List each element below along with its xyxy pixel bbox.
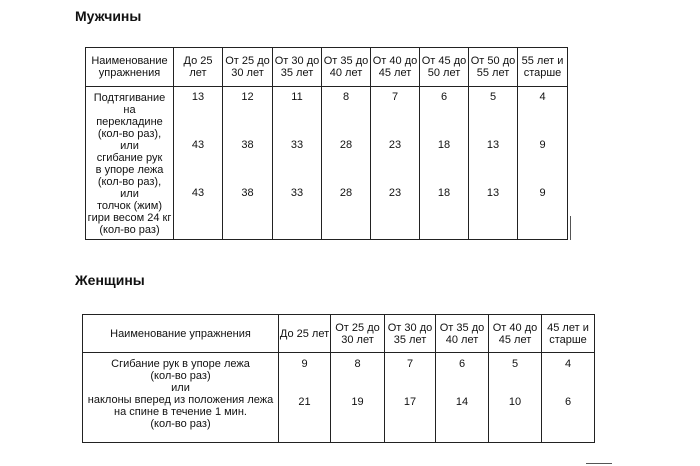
men-header-row	[86, 48, 568, 87]
women-age-under-25-cell	[279, 353, 331, 443]
men-header-age-50-55: От 50 до 55 лет	[469, 48, 518, 87]
men-age-40-45-cell	[371, 87, 420, 240]
text-cursor-mark	[570, 216, 571, 240]
men-header-age-35-40: От 35 до 40 лет	[322, 48, 371, 87]
men-pushups-value: 38	[241, 139, 254, 151]
men-exercise-line: в упоре лежа	[95, 164, 164, 176]
men-kettlebell-value: 33	[290, 187, 304, 199]
women-situps-value: 14	[455, 396, 469, 408]
women-exercise-line: на спине в течение 1 мин.	[114, 406, 247, 418]
women-header-row	[83, 315, 595, 353]
men-exercise-line: (кол-во раз),	[97, 176, 162, 188]
men-exercise-line: Подтягивание	[93, 92, 166, 104]
women-header-age-25-30: От 25 до 30 лет	[331, 315, 385, 353]
women-pushups-value: 9	[301, 358, 308, 370]
women-header-age-35-40: От 35 до 40 лет	[436, 315, 489, 353]
men-header-exercise: Наименование упражнения	[86, 48, 174, 87]
women-exercise-line: или	[171, 382, 190, 394]
men-pushups-value: 28	[339, 139, 353, 151]
women-situps-value: 6	[564, 396, 572, 408]
women-pushups-value: 6	[458, 358, 466, 370]
men-pushups-value: 43	[191, 139, 205, 151]
men-kettlebell-value: 18	[437, 187, 451, 199]
women-header-age-under-25: До 25 лет	[279, 315, 331, 353]
men-exercise-line: (кол-во раз)	[99, 224, 160, 236]
men-exercise-line: гири весом 24 кг	[87, 212, 172, 224]
men-kettlebell-value: 9	[539, 187, 546, 199]
women-exercise-cell	[83, 353, 279, 443]
men-age-45-50-cell	[420, 87, 469, 240]
men-pushups-value: 18	[437, 139, 451, 151]
men-pullups-value: 12	[241, 91, 254, 103]
men-header-age-25-30: От 25 до 30 лет	[223, 48, 273, 87]
women-exercise-line: (кол-во раз)	[150, 370, 211, 382]
women-header-age-45-plus: 45 лет и старше	[542, 315, 595, 353]
men-standards-table	[85, 47, 568, 240]
women-situps-value: 10	[508, 396, 522, 408]
men-exercise-line: или	[120, 140, 139, 152]
women-pushups-value: 8	[354, 358, 361, 370]
men-pullups-value: 8	[342, 91, 350, 103]
women-age-35-40-cell	[436, 353, 489, 443]
women-age-40-45-cell	[489, 353, 542, 443]
men-pullups-value: 7	[391, 91, 399, 103]
women-exercise-line: Сгибание рук в упоре лежа	[111, 358, 250, 370]
women-situps-value: 21	[298, 396, 311, 408]
men-kettlebell-value: 38	[241, 187, 254, 199]
men-exercise-line: сгибание рук	[96, 152, 163, 164]
women-age-45-plus-cell	[542, 353, 595, 443]
women-data-row	[83, 353, 595, 443]
men-exercise-line: перекладине	[96, 116, 163, 128]
page-edge-mark	[586, 463, 612, 464]
men-pushups-value: 33	[290, 139, 304, 151]
women-header-exercise: Наименование упражнения	[83, 315, 279, 353]
women-pushups-value: 4	[564, 358, 572, 370]
women-situps-value: 19	[351, 396, 364, 408]
men-section-heading: Мужчины	[75, 8, 142, 24]
women-header-age-40-45: От 40 до 45 лет	[489, 315, 542, 353]
men-header-age-under-25: До 25 лет	[174, 48, 223, 87]
men-exercise-line: (кол-во раз),	[97, 128, 162, 140]
women-situps-value: 17	[403, 396, 417, 408]
men-pushups-value: 23	[388, 139, 402, 151]
women-section-heading: Женщины	[75, 272, 145, 288]
men-exercise-line: толчок (жим)	[96, 200, 163, 212]
men-pullups-value: 13	[191, 91, 205, 103]
men-exercise-line: на	[123, 104, 136, 116]
women-pushups-value: 7	[406, 358, 414, 370]
women-pushups-value: 5	[511, 358, 519, 370]
men-pullups-value: 11	[291, 91, 303, 103]
men-data-row	[86, 87, 568, 240]
men-age-30-35-cell	[273, 87, 322, 240]
men-pushups-value: 13	[486, 139, 500, 151]
women-exercise-line: наклоны вперед из положения лежа	[87, 394, 274, 406]
men-exercise-cell	[86, 87, 174, 240]
men-header-age-30-35: От 30 до 35 лет	[273, 48, 322, 87]
women-exercise-line: (кол-во раз)	[150, 418, 211, 430]
men-pullups-value: 5	[489, 91, 497, 103]
men-kettlebell-value: 28	[339, 187, 353, 199]
men-age-under-25-cell	[174, 87, 223, 240]
men-header-age-40-45: От 40 до 45 лет	[371, 48, 420, 87]
men-age-35-40-cell	[322, 87, 371, 240]
men-kettlebell-value: 13	[486, 187, 500, 199]
men-pullups-value: 6	[440, 91, 448, 103]
men-header-age-45-50: От 45 до 50 лет	[420, 48, 469, 87]
women-age-25-30-cell	[331, 353, 385, 443]
women-standards-table	[82, 314, 595, 443]
men-kettlebell-value: 43	[191, 187, 205, 199]
men-header-age-55-plus: 55 лет и старше	[518, 48, 568, 87]
men-exercise-line: или	[120, 188, 139, 200]
men-kettlebell-value: 23	[388, 187, 402, 199]
men-age-50-55-cell	[469, 87, 518, 240]
men-pullups-value: 4	[539, 91, 546, 103]
men-age-55-plus-cell	[518, 87, 568, 240]
men-pushups-value: 9	[539, 139, 546, 151]
women-header-age-30-35: От 30 до 35 лет	[385, 315, 436, 353]
men-age-25-30-cell	[223, 87, 273, 240]
women-age-30-35-cell	[385, 353, 436, 443]
